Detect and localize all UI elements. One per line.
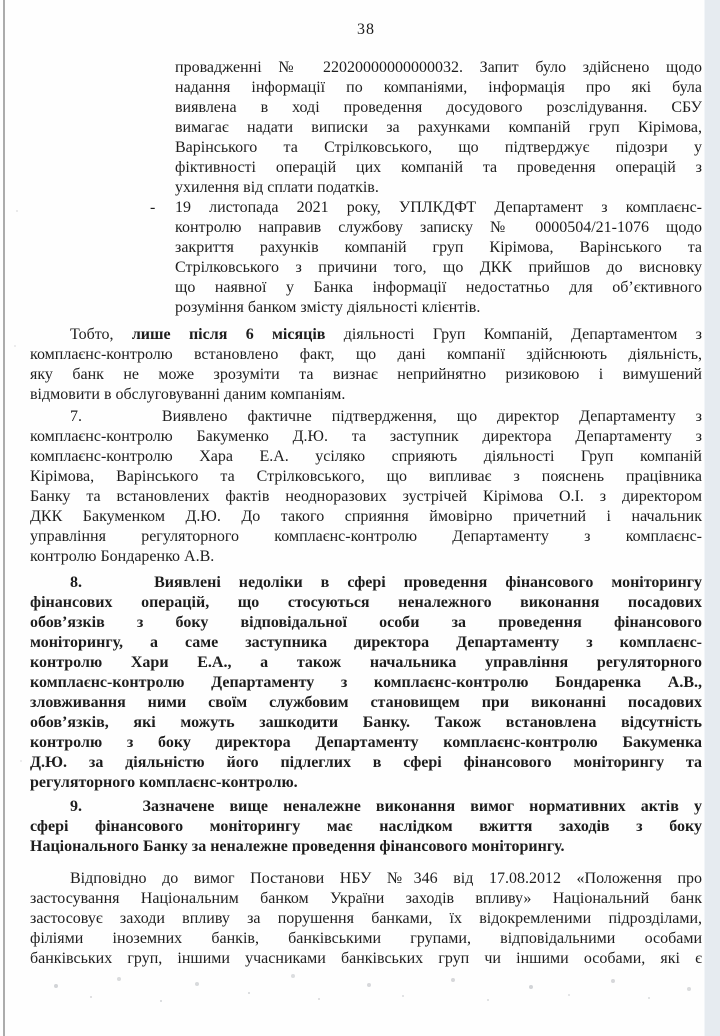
list-item-19-november-2021 bbox=[150, 198, 702, 318]
text-line: сфері фінансового моніторингу має наслідком вжиття заходів з боку bbox=[30, 818, 702, 835]
text-line: розуміння банком змісту діяльності клієнтів. bbox=[175, 299, 481, 316]
paragraph-7 bbox=[30, 407, 702, 567]
text-line: 19 листопада 2021 року, УПЛКДФТ Департамент з комплаєнс- bbox=[175, 199, 702, 216]
bold-text-segment: лише після 6 місяців bbox=[131, 326, 326, 343]
text-line: надання інформації по компаніями, інформація про які була bbox=[175, 79, 702, 96]
paragraph-nbu-resolution-346 bbox=[30, 869, 702, 969]
text-line: філіями іноземних банків, банківськими групами, відповідальними особами bbox=[30, 930, 702, 947]
text-line: що наявної у Банка інформації недостатньо для об’єктивного bbox=[175, 279, 702, 296]
text-line: моніторингу, а саме заступника директора Департаменту з комплаєнс- bbox=[30, 634, 702, 651]
text-line: Д.Ю. за діяльністю його підлеглих в сфері фінансового моніторингу та bbox=[30, 754, 702, 771]
text-line: фінансових операцій, що стосуються неналежного виконання посадових bbox=[30, 594, 702, 611]
text-line: регуляторного комплаєнс-контролю. bbox=[30, 774, 298, 791]
text-line: виявлена в ході проведення досудового розслідування. СБУ bbox=[175, 99, 702, 116]
text-line: контролю направив службову записку № 0000504/21-1076 щодо bbox=[175, 219, 702, 236]
text-line: Національного Банку за неналежне проведення фінансового моніторингу. bbox=[30, 838, 565, 855]
text-line: Кірімова, Варінського та Стрілковського, що випливає з пояснень працівника bbox=[30, 468, 702, 485]
text-line: 7. Виявлено фактичне підтвердження, що директор Департаменту з bbox=[70, 408, 702, 425]
text-line: відмовити в обслуговуванні даним компаніям. bbox=[30, 386, 346, 403]
text-line: фіктивності операцій цих компаній та проведення операцій з bbox=[175, 159, 702, 176]
text-line: управління регуляторного комплаєнс-контролю Департаменту з комплаєнс- bbox=[30, 528, 702, 545]
text-line: банківських груп, іншими учасниками банківських груп чи іншими особами, які є bbox=[30, 950, 702, 967]
text-line: контролю Хари Е.А., а також начальника управління регуляторного bbox=[30, 654, 702, 671]
page-content bbox=[30, 20, 702, 969]
paragraph-8-bold bbox=[30, 573, 702, 793]
text-line: Варінського та Стрілковського, що підтверджує підозри у bbox=[175, 139, 702, 156]
text-line: вимагає надати виписки за рахунками компаній груп Кірімова, bbox=[175, 119, 702, 136]
text-line: 8. Виявлені недоліки в сфері проведення фінансового моніторингу bbox=[70, 574, 702, 591]
text-segment: діяльності Груп Компаній, Департаментом з bbox=[325, 326, 703, 343]
text-line: 9. Зазначене вище неналежне виконання вимог нормативних актів у bbox=[70, 798, 702, 815]
text-line: обов’язків, які можуть зашкодити Банку. Також встановлена відсутність bbox=[30, 714, 702, 731]
text-line: ухилення від сплати податків. bbox=[175, 179, 379, 196]
scan-right-edge-strip bbox=[704, 0, 720, 1036]
text-line: комплаєнс-контролю Хара Е.А. усіляко сприяють діяльності Груп компаній bbox=[30, 448, 702, 465]
text-line: контролю з боку директора Департаменту комплаєнс-контролю Бакуменка bbox=[30, 734, 702, 751]
text-line: обов’язків з боку відповідальної особи за проведення фінансового bbox=[30, 614, 702, 631]
text-line: застосування Національним банком України заходів впливу» Національний банк bbox=[30, 890, 702, 907]
text-line: провадженні № 22020000000000032. Запит було здійснено щодо bbox=[175, 59, 702, 76]
text-line: Відповідно до вимог Постанови НБУ №346 від 17.08.2012 «Положення про bbox=[70, 870, 702, 887]
page-number: 38 bbox=[357, 21, 375, 38]
document-body bbox=[30, 58, 702, 969]
list-dash-bullet: - bbox=[150, 199, 156, 216]
text-line: Банку та встановлених фактів неодноразових зустрічей Кірімова О.І. з директором bbox=[30, 488, 702, 505]
text-line: комплаєнс-контролю встановлено факт, що дані компанії здійснюють діяльність, bbox=[30, 346, 702, 363]
text-line: комплаєнс-контролю Бакуменко Д.Ю. та заступник директора Департаменту з bbox=[30, 428, 702, 445]
text-line: Стрілковського з причини того, що ДКК прийшов до висновку bbox=[175, 259, 702, 276]
text-line: закриття рахунків компаній груп Кірімова, Варінського та bbox=[175, 239, 702, 256]
text-line: ДКК Бакуменком Д.Ю. До такого сприяння ймовірно причетний і начальник bbox=[30, 508, 702, 525]
text-line: зловживання ними своїм службовим становищем при виконанні посадових bbox=[30, 694, 702, 711]
text-segment: Тобто, bbox=[70, 326, 132, 343]
text-line: яку банк не може зрозуміти та визнає неприйнятно ризиковою і вимушений bbox=[30, 366, 702, 383]
scan-noise-speckles bbox=[0, 0, 2, 2]
paragraph-tobto-6-months bbox=[30, 325, 702, 405]
paragraph-continuation-sbu-request bbox=[175, 58, 702, 198]
scan-left-edge-line bbox=[3, 0, 5, 1036]
paragraph-9-bold bbox=[30, 797, 702, 857]
text-line: контролю Бондаренко А.В. bbox=[30, 548, 215, 565]
text-line: застосовує заходи впливу за порушення банками, їх відокремленими підрозділами, bbox=[30, 910, 702, 927]
text-line: комплаєнс-контролю Департаменту з комплаєнс-контролю Бондаренка А.В., bbox=[30, 674, 702, 691]
text-line bbox=[30, 325, 702, 345]
